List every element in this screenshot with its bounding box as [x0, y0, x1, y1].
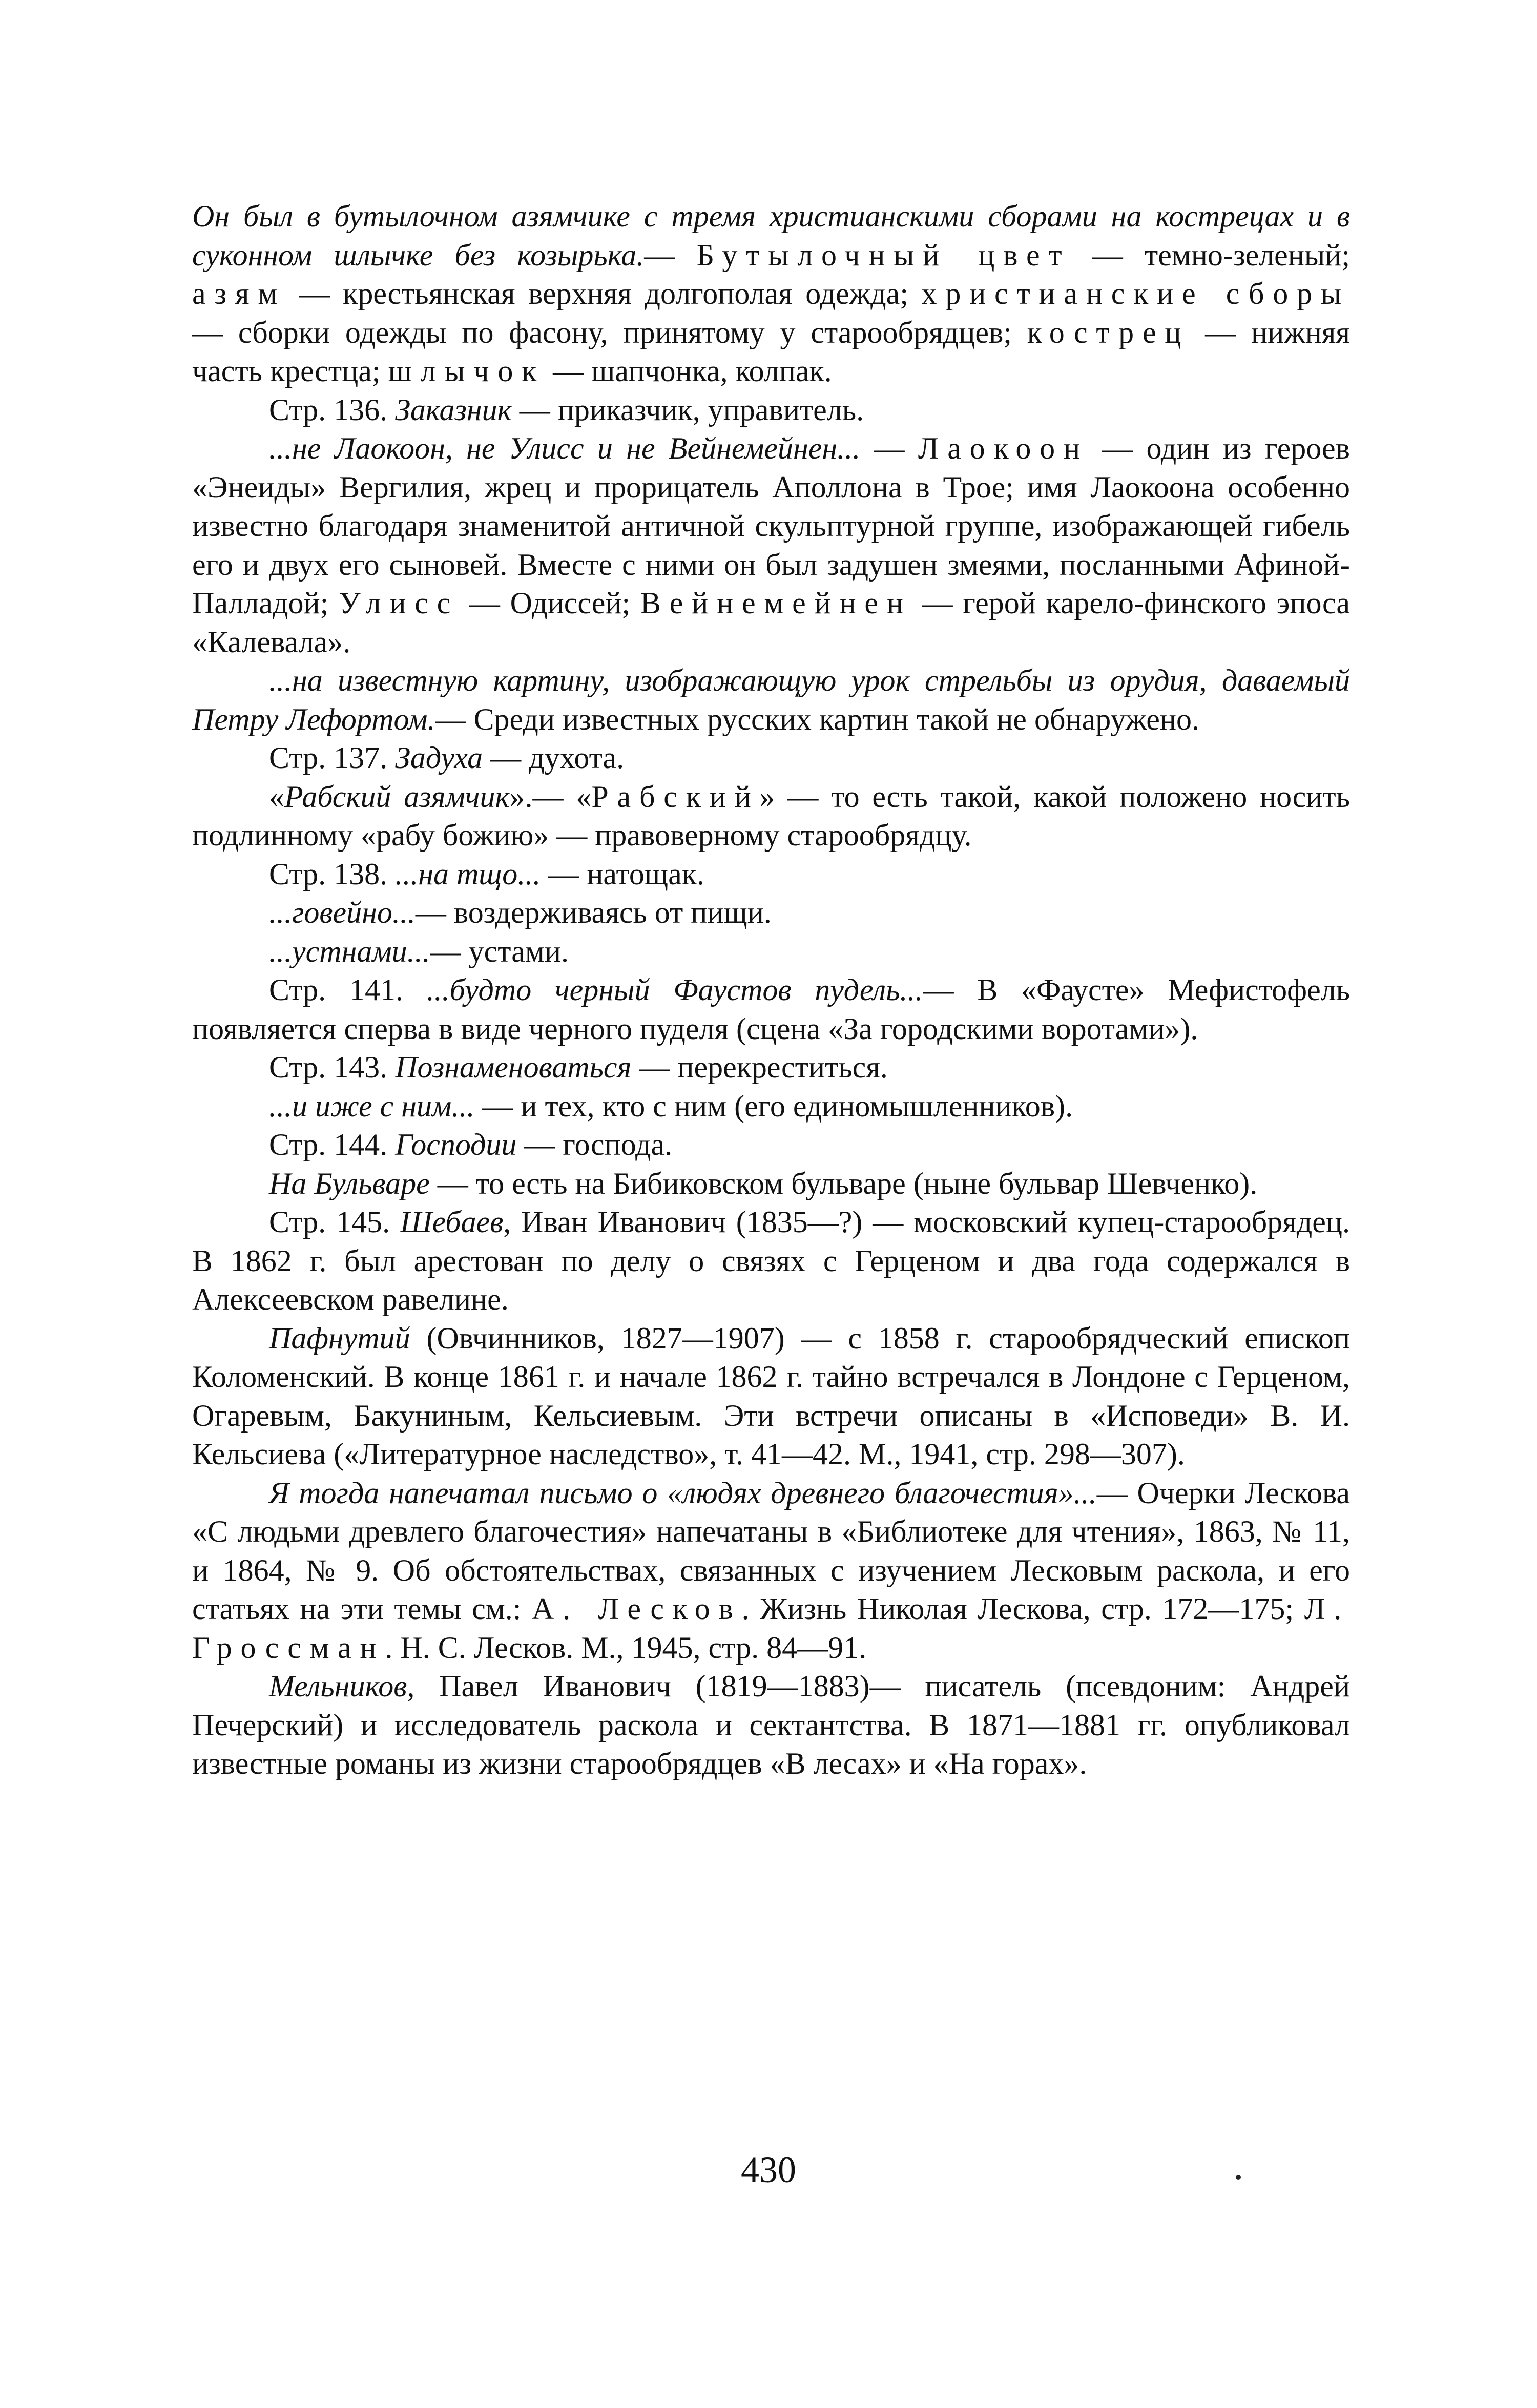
text-run: — Одиссей;: [459, 586, 640, 620]
text-run: Стр. 143.: [269, 1050, 396, 1084]
text-run: —: [644, 238, 697, 272]
spaced-term: А. Лесков: [532, 1592, 742, 1626]
spaced-term: кострец: [1027, 315, 1190, 349]
text-run: — Среди известных русских картин такой не обнаружено.: [435, 702, 1200, 736]
text-run: — воздерживаясь от пищи.: [415, 896, 772, 929]
text-run: ».— «: [509, 779, 592, 814]
text-run: — крестьянская верхняя долгополая одежда;: [286, 277, 922, 310]
italic-term: ...и иже с ним...: [269, 1089, 475, 1123]
page-body: [192, 197, 1350, 1783]
italic-term: Задуха: [395, 741, 483, 775]
text-run: — темно-зеленый;: [1070, 238, 1351, 272]
text-run: Стр. 141.: [269, 973, 427, 1007]
spaced-term: Лаокоон: [918, 431, 1089, 465]
text-run: » — то есть такой, какой положено носить подлинному «рабу божию» — правоверному старообрядцу.: [192, 779, 1351, 852]
spaced-term: Улисс: [339, 586, 460, 620]
paragraph: [192, 1667, 1350, 1783]
italic-term: Пафнутий: [269, 1321, 410, 1355]
text-run: — то есть на Бибиковском бульваре (ныне бульвар Шевченко).: [429, 1166, 1258, 1200]
text-run: Стр. 136.: [269, 392, 396, 427]
italic-term: Рабский азямчик: [284, 779, 510, 814]
paragraph: [192, 855, 1350, 894]
text-run: «: [269, 779, 284, 814]
text-run: — шапчонка, колпак.: [545, 354, 832, 388]
paragraph: [192, 1126, 1350, 1165]
spaced-term: Бутылочный цвет: [696, 238, 1071, 272]
italic-term: ...устнами...: [269, 934, 430, 968]
text-run: — В «Фаусте» Мефистофель появляется сперва в виде черного пуделя (сцена «За городскими воротами»).: [192, 973, 1350, 1046]
paragraph: [192, 1048, 1350, 1087]
text-run: — духота.: [483, 741, 625, 775]
spaced-term: Рабский: [591, 779, 760, 814]
text-run: . Н. С. Лесков. М., 1945, стр. 84—91.: [385, 1630, 867, 1665]
italic-term: ...не Лаокоон, не Улисс и не Вейнемейнен...: [269, 431, 861, 465]
text-run: —: [860, 431, 918, 465]
italic-term: Я тогда напечатал письмо о «людях древнего благочестия»...: [269, 1476, 1097, 1510]
italic-term: Мельников: [269, 1669, 407, 1703]
paragraph: [192, 391, 1350, 430]
paragraph: [192, 1474, 1350, 1668]
text-run: — натощак.: [541, 857, 704, 891]
paragraph: [192, 739, 1350, 778]
italic-term: ...говейно...: [269, 896, 416, 929]
text-run: . Жизнь Николая Лескова, стр. 172—175;: [741, 1592, 1304, 1626]
paragraph: [192, 932, 1350, 971]
italic-term: Шебаев: [400, 1205, 504, 1239]
text-run: , Павел Иванович (1819—1883)— писатель (псевдоним: Андрей Печерский) и исследователь раскола и сектантства. В 1871—1881 гг. опубликовал известные романы из жизни старообрядцев «В лесах» и «На горах».: [192, 1669, 1350, 1780]
spaced-term: христианские сборы: [921, 277, 1350, 310]
text-run: Стр. 144.: [269, 1128, 396, 1161]
text-run: — устами.: [430, 934, 569, 968]
italic-term: На Бульваре: [269, 1166, 430, 1200]
text-run: — сборки одежды по фасону, принятому у старообрядцев;: [192, 315, 1027, 349]
text-run: — Очерки Лескова «С людьми древлего благочестия» напечатаны в «Библиотеке для чтения», 1863, № 11, и 1864, № 9. Об обстоятельствах, связанных с изучением Лесковым раскола, и его статьях на эти темы см.:: [192, 1476, 1350, 1626]
text-run: Стр. 138.: [269, 857, 396, 891]
text-run: — герой карело-финского эпоса «Калевала».: [192, 586, 1351, 659]
page-number: 430: [741, 2149, 796, 2190]
paragraph: [192, 661, 1350, 739]
text-run: Стр. 145.: [269, 1205, 400, 1239]
text-run: , Иван Иванович (1835—?) — московский купец-старообрядец. В 1862 г. был арестован по делу о связях с Герценом и два года содержался в Алексеевском равелине.: [192, 1205, 1350, 1316]
text-run: (Овчинников, 1827—1907) — с 1858 г. старообрядческий епископ Коломенский. В конце 1861 г. и начале 1862 г. тайно встречался в Лондоне с Герценом, Огаревым, Бакуниным, Кельсиевым. Эти встречи описаны в «Исповеди» В. И. Кельсиева («Литературное наследство», т. 41—42. М., 1941, стр. 298—307).: [192, 1321, 1350, 1471]
spaced-term: Вейнемейнен: [640, 586, 912, 620]
text-run: — один из героев «Энеиды» Вергилия, жрец и прорицатель Аполлона в Трое; имя Лаокоона особенно известно благодаря знаменитой античной скульптурной группе, изображающей гибель его и двух его сыновей. Вместе с ними он был задушен змеями, посланными Афиной-Палладой;: [192, 431, 1350, 620]
text-run: Стр. 137.: [269, 741, 396, 775]
text-run: — перекреститься.: [631, 1050, 888, 1084]
paragraph: [192, 197, 1350, 391]
paragraph: [192, 1165, 1350, 1203]
paragraph: [192, 1203, 1350, 1319]
paragraph: [192, 778, 1350, 855]
paragraph: [192, 1319, 1350, 1474]
italic-term: ...на известную картину, изображающую урок стрельбы из орудия, даваемый Петру Лефортом.: [192, 663, 1350, 736]
italic-term: Заказник: [395, 392, 512, 427]
spaced-term: шлычок: [388, 354, 546, 388]
text-run: — господа.: [516, 1128, 673, 1161]
italic-term: ...будто черный Фаустов пудель...: [426, 973, 923, 1007]
paragraph: [192, 971, 1350, 1048]
paragraph: [192, 1087, 1350, 1126]
spaced-term: Л. Гроссман: [192, 1592, 1350, 1665]
spaced-term: азям: [192, 277, 286, 310]
text-run: — нижняя часть крестца;: [192, 315, 1351, 388]
italic-term: ...на тщо...: [395, 857, 541, 891]
paragraph: [192, 429, 1350, 661]
text-run: — и тех, кто с ним (его единомышленников).: [474, 1089, 1073, 1123]
text-run: — приказчик, управитель.: [511, 392, 864, 427]
print-dot: [1236, 2175, 1241, 2180]
italic-term: Господии: [395, 1128, 517, 1161]
italic-term: Познаменоваться: [395, 1050, 632, 1084]
paragraph: [192, 894, 1350, 932]
italic-term: Он был в бутылочном азямчике с тремя христианскими сборами на кострецах и в суконном шлычке без козырька.: [192, 199, 1350, 272]
